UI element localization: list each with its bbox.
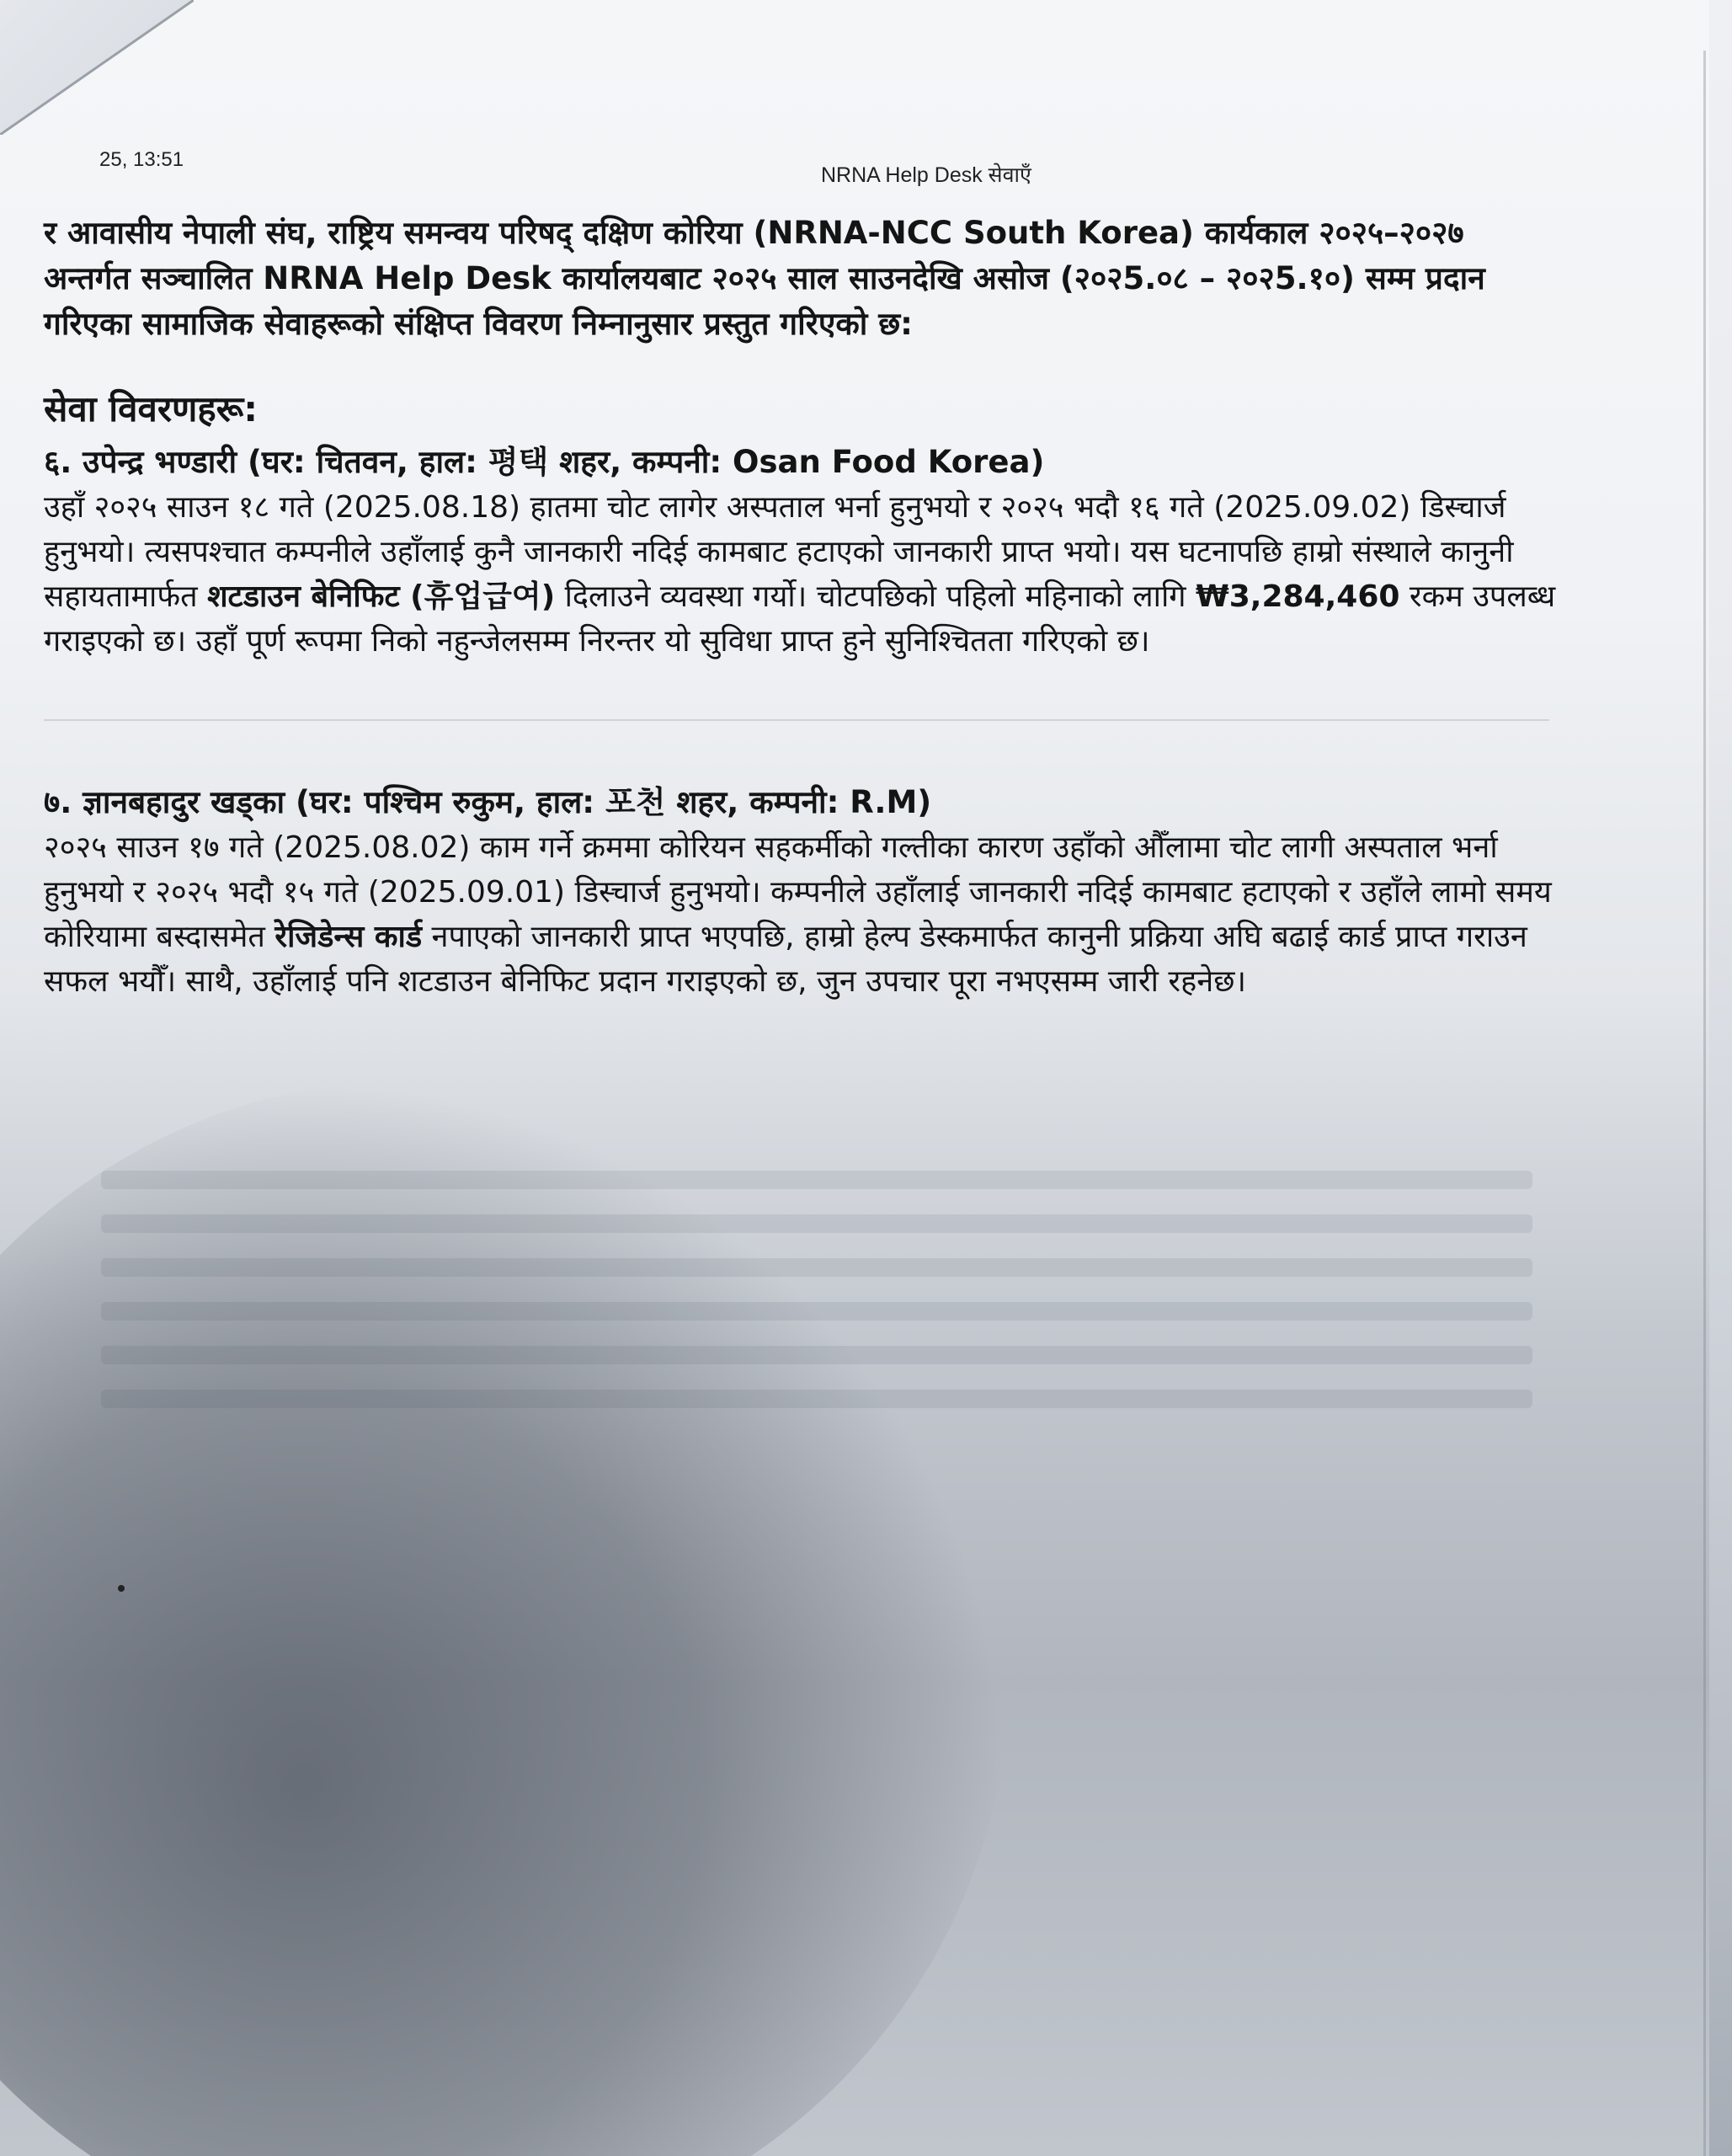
entry-gyanbahadur — [44, 780, 1559, 1004]
entry-body — [44, 485, 1559, 664]
entry-title: ६. उपेन्द्र भण्डारी (घर: चितवन, हाल: 평택 शहर, कम्पनी: Osan Food Korea) — [44, 444, 1045, 480]
document-content — [44, 211, 1559, 1004]
section-divider — [44, 719, 1549, 721]
entry-text: दिलाउने व्यवस्था गर्यो। चोटपछिको पहिलो महिनाको लागि — [555, 579, 1196, 614]
entry-text: नपाएको जानकारी प्राप्त भएपछि, हाम्रो हेल्प डेस्कमार्फत कानुनी प्रक्रिया अघि बढाई कार्ड प्राप्त गराउन सफल भयौँ। साथै, उहाँलाई पनि शटडाउन बेनिफिट प्रदान गराइएको छ, जुन उपचार पूरा नभएसम्म जारी रहनेछ। — [44, 920, 1527, 999]
entry-body — [44, 825, 1559, 1004]
entry-emphasis-card: रेजिडेन्स कार्ड — [274, 920, 423, 954]
entry-text: २०२५ साउन १७ गते (2025.08.02) काम गर्ने क्रममा कोरियन सहकर्मीको गल्तीका कारण उहाँको औँलामा चोट लागी अस्पताल भर्ना हुनुभयो र २०२५ भदौ १५ गते (2025.09.01) डिस्चार्ज हुनुभयो। कम्पनीले उहाँलाई जानकारी नदिई कामबाट हटाएको र उहाँले लामो समय कोरियामा बस्दासमेत — [44, 830, 1552, 954]
section-heading: सेवा विवरणहरू: — [44, 388, 258, 430]
show-through-text — [101, 1171, 1532, 1433]
entry-title: ७. ज्ञानबहादुर खड्का (घर: पश्चिम रुकुम, हाल: 포천 शहर, कम्पनी: R.M) — [44, 784, 932, 820]
intro-paragraph: र आवासीय नेपाली संघ, राष्ट्रिय समन्वय परिषद् दक्षिण कोरिया (NRNA-NCC South Korea) कार्यकाल २०२५–२०२७ अन्तर्गत सञ्चालित NRNA Help Desk कार्यालयबाट २०२५ साल साउनदेखि असोज (२०२5.०८ – २०२5.१०) सम्म प्रदान गरिएका सामाजिक सेवाहरूको संक्षिप्त विवरण निम्नानुसार प्रस्तुत गरिएको छ: — [44, 215, 1485, 342]
entry-text: उहाँ २०२५ साउन १८ गते (2025.08.18) हातमा चोट लागेर अस्पताल भर्ना हुनुभयो र २०२५ भदौ १६ गते (2025.09.02) डिस्चार्ज हुनुभयो। त्यसपश्चात कम्पनीले उहाँलाई कुनै जानकारी नदिई कामबाट हटाएको जानकारी प्राप्त भयो। यस घटनापछि हाम्रो संस्थाले कानुनी सहायतामार्फत — [44, 490, 1514, 614]
print-page-title: NRNA Help Desk सेवाएँ — [821, 163, 1031, 187]
paper-speck — [118, 1585, 125, 1592]
entry-text: रकम उपलब्ध गराइएको छ। उहाँ पूर्ण रूपमा निको नहुन्जेलसम्म निरन्तर यो सुविधा प्राप्त हुने सुनिश्चितता गरिएको छ। — [44, 579, 1556, 659]
fold-edge — [0, 0, 194, 135]
entry-upendra — [44, 440, 1559, 664]
print-datetime: 25, 13:51 — [99, 148, 184, 171]
entry-emphasis-amount: ₩3,284,460 — [1196, 579, 1400, 614]
entry-emphasis-benefit: शटडाउन बेनिफिट (휴업급여) — [207, 579, 556, 614]
